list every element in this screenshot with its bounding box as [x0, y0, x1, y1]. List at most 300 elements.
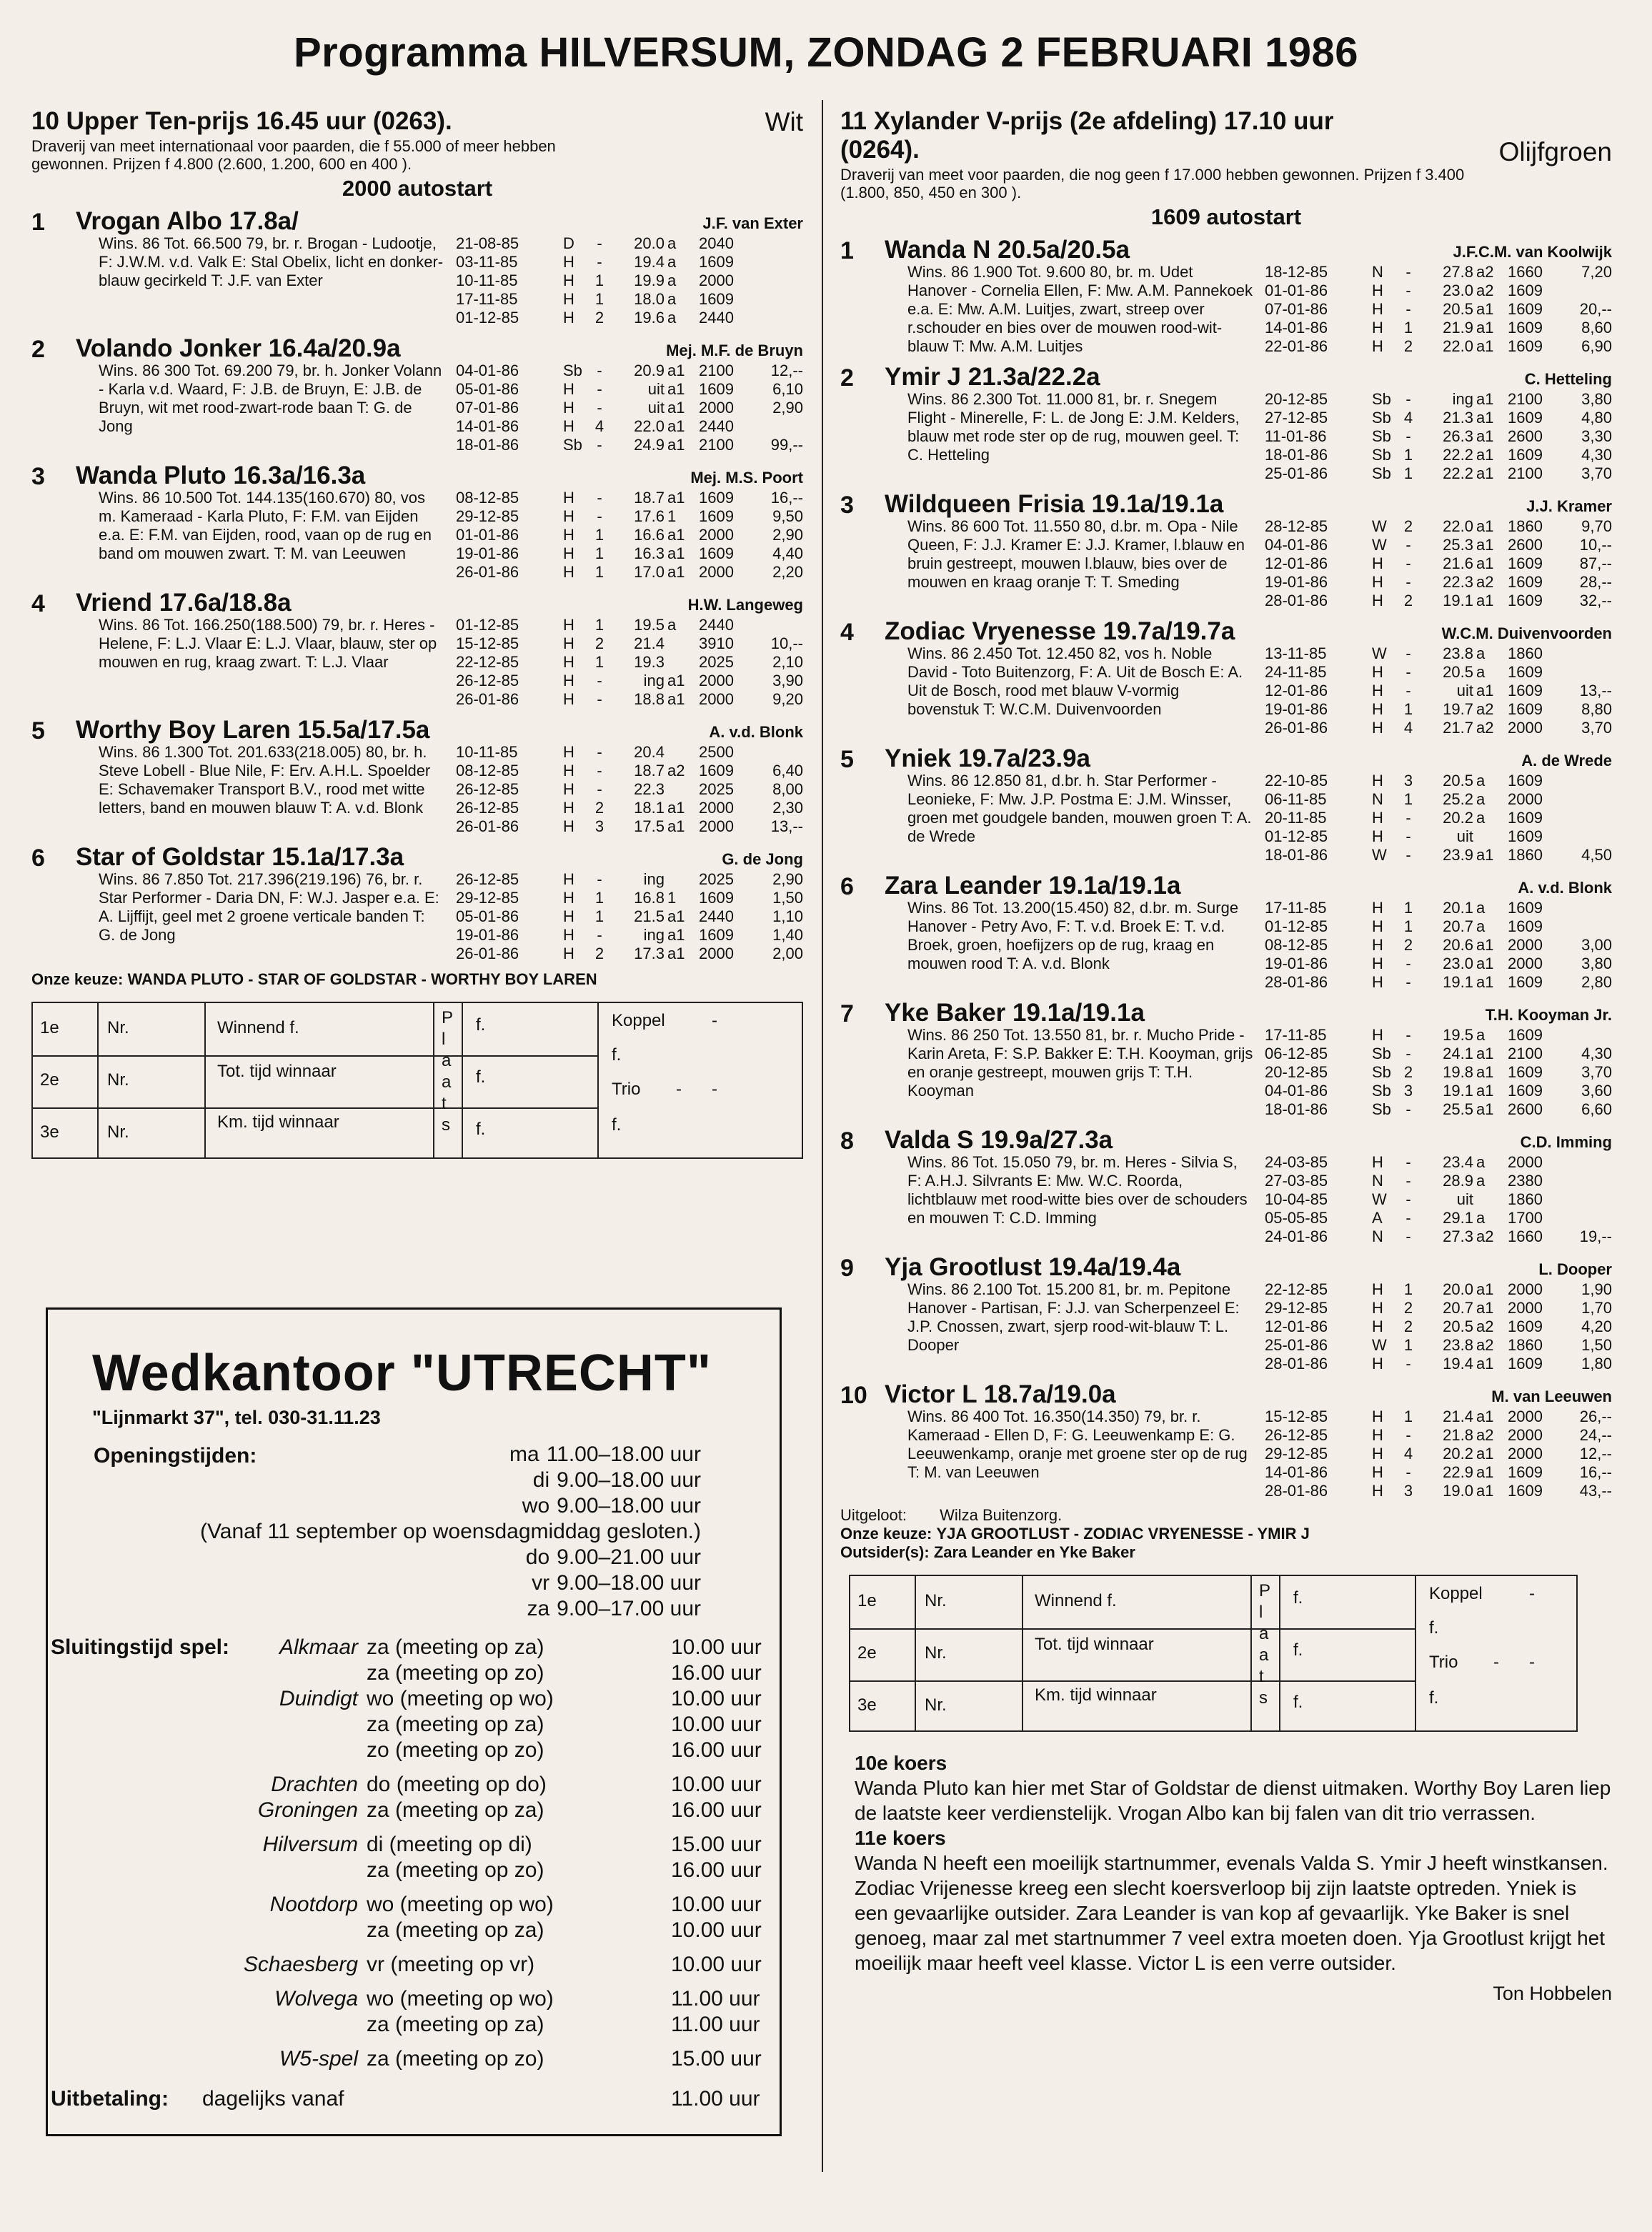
- perf-price: 3,00: [1581, 936, 1612, 954]
- perf-distance: 2100: [1508, 1045, 1543, 1062]
- meeting-day: vr (meeting op vr): [367, 1953, 535, 1976]
- perf-place: -: [1405, 1190, 1411, 1208]
- perf-distance: 2000: [699, 526, 734, 544]
- perf-time: 20.5: [1443, 663, 1473, 681]
- perf-track: N: [1372, 263, 1383, 281]
- perf-date: 27-12-85: [1265, 409, 1328, 427]
- perf-date: 28-01-86: [1265, 1355, 1328, 1372]
- perf-price: 12,--: [770, 362, 803, 379]
- perf-time: 19.9: [634, 271, 665, 289]
- perf-distance: 1609: [699, 544, 734, 562]
- horse-description: Wins. 86 1.900 Tot. 9.600 80, br. m. Udet Hanover - Cornelia Ellen, F: Mw. A.M. Pannekoek e.a. E: Mw. A.M. Luitjes, zwart, streep over r.schouder en bies over de mouwen rood-wit-blauw T: Mw. A.M. Luitjes: [907, 263, 1253, 355]
- perf-time: 17.0: [634, 563, 665, 581]
- perf-time: 19.1: [1443, 592, 1473, 609]
- perf-distance: 1609: [1508, 917, 1543, 935]
- performance-row: [456, 417, 803, 436]
- perf-distance: 1609: [1508, 772, 1543, 789]
- form-row-label: 2e: [40, 1070, 59, 1090]
- perf-track: D: [563, 234, 574, 252]
- horse-trainer: J.J. Kramer: [1526, 497, 1612, 515]
- perf-place: -: [597, 253, 602, 271]
- perf-time: 20.4: [634, 743, 665, 761]
- perf-start: a: [1476, 644, 1486, 662]
- perf-track: H: [1372, 827, 1383, 845]
- horse-description: Wins. 86 Tot. 13.200(15.450) 82, d.br. m. Surge Hanover - Petry Avo, F: T. v.d. Broek E: T. v.d. Broek, groen, hoefijzers op de rug, kraag en mouwen rood T: A. v.d. Blonk: [907, 899, 1239, 972]
- horse-number: 6: [31, 845, 45, 872]
- perf-price: 3,90: [772, 672, 803, 689]
- perf-place: -: [1405, 846, 1411, 864]
- perf-time: ing: [643, 672, 665, 689]
- perf-date: 01-12-85: [1265, 917, 1328, 935]
- perf-time: 20.2: [1443, 1445, 1473, 1463]
- perf-start: a1: [1476, 390, 1494, 408]
- perf-track: Sb: [1372, 446, 1391, 464]
- perf-start: a2: [1476, 700, 1494, 718]
- performance-row: [456, 309, 803, 327]
- day-hours: 9.00–21.00 uur: [557, 1545, 701, 1569]
- performance-row: [456, 507, 803, 526]
- perf-time: 22.2: [1443, 464, 1473, 482]
- perf-date: 26-12-85: [456, 870, 519, 888]
- performance-row: [1265, 337, 1612, 356]
- horse-body: [907, 1280, 1612, 1373]
- performance-table: [1265, 263, 1612, 356]
- perf-date: 05-01-86: [456, 907, 519, 925]
- horse-body: [907, 1153, 1612, 1246]
- comm-text-11: Wanda N heeft een moeilijk startnummer, evenals Valda S. Ymir J heeft winstkansen. Zodiac Vrijenesse kreeg een slecht koersverloop bij zijn laatste optreden. Yniek is een gevaarlijke outsider. Zara Leander is van kop af gevaarlijk. Yke Baker is snel genoeg, maar zal met startnummer 7 veel extra moeten doen. Yja Grootlust krijgt het moeilijk maar heeft veel klasse. Victor L is een verre outsider.: [855, 1852, 1608, 1974]
- perf-place: -: [1405, 573, 1411, 591]
- performance-row: [1265, 1336, 1612, 1355]
- perf-place: 2: [1403, 517, 1413, 535]
- perf-place: -: [1405, 682, 1411, 699]
- performance-row: [1265, 1463, 1612, 1482]
- horse-name: Worthy Boy Laren 15.5a/17.5a: [76, 716, 430, 744]
- perf-time: 19.4: [634, 253, 665, 271]
- perf-start: a2: [1476, 1317, 1494, 1335]
- perf-date: 26-01-86: [1265, 719, 1328, 737]
- perf-start: a2: [667, 762, 685, 779]
- track-name: Alkmaar: [279, 1635, 358, 1659]
- form-f-label: f.: [476, 1015, 486, 1035]
- perf-price: 13,--: [1579, 682, 1612, 699]
- perf-distance: 1609: [699, 253, 734, 271]
- perf-date: 06-11-85: [1265, 790, 1327, 808]
- horse-body: [907, 390, 1612, 483]
- perf-distance: 2440: [699, 417, 734, 435]
- perf-distance: 1609: [1508, 1026, 1543, 1044]
- performance-row: [1265, 390, 1612, 409]
- horse-header: [31, 206, 803, 234]
- perf-price: 16,--: [1579, 1463, 1612, 1481]
- perf-price: 32,--: [1579, 592, 1612, 609]
- perf-start: a1: [667, 907, 685, 925]
- perf-price: 19,--: [1579, 1227, 1612, 1245]
- comm-heading-10: 10e koers: [855, 1752, 947, 1774]
- perf-track: H: [563, 870, 574, 888]
- perf-distance: 2500: [699, 743, 734, 761]
- perf-start: a1: [1476, 1482, 1494, 1500]
- perf-price: 2,80: [1581, 973, 1612, 991]
- perf-distance: 2000: [699, 563, 734, 581]
- form-line: [433, 1003, 434, 1157]
- perf-place: 1: [594, 889, 604, 907]
- keuze-label: Onze keuze:: [31, 970, 124, 988]
- perf-place: -: [1405, 1227, 1411, 1245]
- perf-track: H: [1372, 282, 1383, 299]
- perf-date: 24-11-85: [1265, 663, 1327, 681]
- perf-time: 21.7: [1443, 719, 1473, 737]
- horse-trainer: A. v.d. Blonk: [1518, 879, 1612, 897]
- perf-date: 25-01-86: [1265, 464, 1328, 482]
- performance-row: [1265, 464, 1612, 483]
- perf-time: 23.4: [1443, 1153, 1473, 1171]
- performance-row: [1265, 1045, 1612, 1063]
- perf-track: N: [1372, 790, 1383, 808]
- perf-distance: 1609: [1508, 319, 1543, 337]
- closing-time: 11.00 uur: [671, 2013, 760, 2036]
- meeting-day: za (meeting op zo): [367, 1858, 544, 1882]
- perf-date: 26-01-86: [456, 563, 519, 581]
- horse-trainer: L. Dooper: [1538, 1260, 1612, 1278]
- perf-track: H: [1372, 1317, 1383, 1335]
- perf-distance: 2440: [699, 907, 734, 925]
- perf-date: 05-01-86: [456, 380, 519, 398]
- perf-place: 2: [1403, 1063, 1413, 1081]
- perf-track: Sb: [1372, 1045, 1391, 1062]
- horse-number: 1: [840, 237, 854, 264]
- horse-header: [31, 333, 803, 362]
- perf-track: H: [1372, 1280, 1383, 1298]
- performance-row: [456, 489, 803, 507]
- perf-start: a1: [1476, 846, 1494, 864]
- performance-row: [1265, 300, 1612, 319]
- perf-date: 19-01-86: [1265, 573, 1328, 591]
- perf-date: 05-05-85: [1265, 1209, 1328, 1227]
- perf-track: H: [563, 817, 574, 835]
- closing-time: 10.00 uur: [671, 1893, 762, 1916]
- perf-start: a: [1476, 1153, 1486, 1171]
- perf-place: -: [1405, 427, 1411, 445]
- form-koppel-label: Koppel: [612, 1011, 665, 1030]
- perf-date: 10-04-85: [1265, 1190, 1328, 1208]
- horse-body: [907, 263, 1612, 356]
- perf-track: W: [1372, 1190, 1387, 1208]
- performance-row: [456, 743, 803, 762]
- perf-date: 14-01-86: [456, 417, 519, 435]
- perf-distance: 1609: [699, 889, 734, 907]
- page-title: Programma HILVERSUM, ZONDAG 2 FEBRUARI 1986: [293, 29, 1359, 76]
- horse-trainer: A. v.d. Blonk: [709, 723, 803, 741]
- perf-start: a2: [1476, 263, 1494, 281]
- perf-time: 16.3: [634, 544, 665, 562]
- perf-distance: 1609: [1508, 554, 1543, 572]
- perf-date: 08-12-85: [1265, 936, 1328, 954]
- form-line: [33, 1055, 597, 1057]
- perf-distance: 1609: [1508, 446, 1543, 464]
- perf-start: a1: [1476, 464, 1494, 482]
- perf-place: 1: [1403, 1280, 1413, 1298]
- perf-price: 7,20: [1581, 263, 1612, 281]
- performance-row: [1265, 1280, 1612, 1299]
- perf-place: 1: [594, 526, 604, 544]
- meeting-day: za (meeting op za): [367, 1918, 544, 1942]
- perf-date: 17-11-85: [456, 290, 518, 308]
- performance-row: [1265, 719, 1612, 737]
- race-description: Draverij van meet voor paarden, die nog geen f 17.000 hebben gewonnen. Prijzen f 3.400 (1.800, 850, 450 en 300 ).: [840, 166, 1465, 201]
- performance-row: [1265, 263, 1612, 282]
- horse-header: [31, 714, 803, 743]
- perf-distance: 1860: [1508, 1190, 1543, 1208]
- perf-start: a2: [1476, 719, 1494, 737]
- horse-name: Volando Jonker 16.4a/20.9a: [76, 334, 401, 362]
- performance-row: [456, 762, 803, 780]
- performance-row: [1265, 1082, 1612, 1100]
- performance-row: [456, 436, 803, 454]
- horse-entry: [31, 206, 803, 327]
- perf-start: a1: [667, 362, 685, 379]
- performance-row: [456, 672, 803, 690]
- performance-table: [1265, 1026, 1612, 1119]
- horse-number: 10: [840, 1382, 867, 1409]
- perf-distance: 2000: [699, 799, 734, 817]
- horse-trainer: H.W. Langeweg: [687, 596, 803, 614]
- perf-place: 1: [594, 653, 604, 671]
- day-name: di: [532, 1468, 550, 1492]
- perf-distance: 2025: [699, 780, 734, 798]
- perf-track: H: [1372, 955, 1383, 972]
- perf-distance: 1609: [1508, 1082, 1543, 1100]
- perf-track: Sb: [1372, 1063, 1391, 1081]
- perf-start: a1: [1476, 1280, 1494, 1298]
- horse-entry: [31, 714, 803, 836]
- perf-start: a1: [667, 672, 685, 689]
- perf-distance: 2600: [1508, 1100, 1543, 1118]
- perf-time: 21.5: [634, 907, 665, 925]
- perf-time: 27.3: [1443, 1227, 1473, 1245]
- horse-number: 5: [31, 717, 45, 744]
- perf-price: 4,20: [1581, 1317, 1612, 1335]
- perf-place: -: [1405, 1153, 1411, 1171]
- closing-note: (Vanaf 11 september op woensdagmiddag gesloten.): [199, 1520, 701, 1543]
- perf-track: H: [563, 526, 574, 544]
- perf-track: H: [1372, 1408, 1383, 1425]
- horse-description: Wins. 86 2.450 Tot. 12.450 82, vos h. Noble David - Toto Buitenzorg, F: A. Uit de Bosch E: A. Uit de Bosch, rood met blauw V-vormig bovenstuk T: W.C.M. Duivenvoorden: [907, 644, 1243, 718]
- horse-body: [99, 362, 803, 454]
- perf-track: H: [1372, 772, 1383, 789]
- perf-start: a1: [1476, 1063, 1494, 1081]
- perf-distance: 1609: [1508, 827, 1543, 845]
- perf-track: Sb: [1372, 390, 1391, 408]
- perf-place: -: [1405, 282, 1411, 299]
- meeting-day: za (meeting op za): [367, 1713, 544, 1736]
- perf-track: Sb: [1372, 1082, 1391, 1100]
- performance-table: [1265, 772, 1612, 865]
- perf-place: -: [1405, 973, 1411, 991]
- horse-entry: [840, 489, 1612, 610]
- perf-distance: 2000: [1508, 1445, 1543, 1463]
- meeting-day: za (meeting op zo): [367, 1661, 544, 1685]
- closing-time: 10.00 uur: [671, 1918, 762, 1942]
- form-line: [915, 1576, 916, 1730]
- perf-distance: 1860: [1508, 846, 1543, 864]
- perf-distance: 2600: [1508, 536, 1543, 554]
- perf-time: 23.0: [1443, 282, 1473, 299]
- perf-place: -: [597, 926, 602, 944]
- perf-price: 2,10: [772, 653, 803, 671]
- perf-date: 01-01-86: [456, 526, 519, 544]
- horse-name: Yniek 19.7a/23.9a: [885, 744, 1090, 772]
- perf-distance: 1609: [1508, 1063, 1543, 1081]
- perf-start: a1: [1476, 682, 1494, 699]
- horse-body: [99, 870, 803, 963]
- perf-price: 99,--: [770, 436, 803, 454]
- performance-row: [1265, 517, 1612, 536]
- performance-row: [456, 889, 803, 907]
- perf-start: a1: [1476, 536, 1494, 554]
- perf-track: H: [563, 907, 574, 925]
- performance-row: [456, 544, 803, 563]
- perf-place: -: [597, 380, 602, 398]
- perf-place: -: [1405, 1463, 1411, 1481]
- perf-time: 19.7: [1443, 700, 1473, 718]
- perf-price: 20,--: [1579, 300, 1612, 318]
- perf-time: 18.7: [634, 489, 665, 507]
- perf-start: 1: [667, 507, 677, 525]
- meeting-day: za (meeting op za): [367, 2013, 544, 2036]
- horse-number: 7: [840, 1000, 854, 1027]
- horse-description: Wins. 86 10.500 Tot. 144.135(160.670) 80, vos m. Kameraad - Karla Pluto, F: F.M. van Eijden e.a. E: F.M. van Eijden, rood, vaan op de rug en band om mouwen zwart. T: M. van Leeuwen: [99, 489, 432, 562]
- perf-date: 28-01-86: [1265, 973, 1328, 991]
- form-f-label: f.: [612, 1045, 622, 1065]
- perf-start: a1: [667, 544, 685, 562]
- horse-trainer: J.F. van Exter: [702, 214, 803, 232]
- perf-distance: 1609: [699, 380, 734, 398]
- perf-date: 20-11-85: [1265, 809, 1327, 827]
- perf-start: a: [1476, 809, 1486, 827]
- perf-start: a: [1476, 772, 1486, 789]
- performance-row: [1265, 917, 1612, 936]
- perf-track: H: [563, 253, 574, 271]
- horse-number: 1: [31, 209, 45, 236]
- perf-price: 3,70: [1581, 1063, 1612, 1081]
- race-distance: 1609 autostart: [1150, 204, 1302, 229]
- horse-description: Wins. 86 12.850 81, d.br. h. Star Performer - Leonieke, F: Mw. J.P. Postma E: J.M. Winsser, groen met goudgele banden, mouwen groen T: A. de Wrede: [907, 772, 1252, 845]
- closing-time: 15.00 uur: [671, 1833, 762, 1856]
- perf-distance: 1660: [1508, 263, 1543, 281]
- horse-description: Wins. 86 300 Tot. 69.200 79, br. h. Jonker Volann - Karla v.d. Waard, F: J.B. de Bruyn, E: J.B. de Bruyn, wit met rood-zwart-rode baan T: G. de Jong: [99, 362, 442, 435]
- perf-price: 3,80: [1581, 390, 1612, 408]
- perf-time: 26.3: [1443, 427, 1473, 445]
- perf-track: N: [1372, 1172, 1383, 1190]
- horse-trainer: T.H. Kooyman Jr.: [1485, 1006, 1612, 1024]
- day-name: wo: [522, 1494, 550, 1518]
- perf-date: 28-01-86: [1265, 592, 1328, 609]
- perf-track: H: [563, 544, 574, 562]
- meeting-day: za (meeting op za): [367, 1798, 544, 1822]
- perf-date: 22-12-85: [1265, 1280, 1328, 1298]
- perf-track: H: [1372, 319, 1383, 337]
- keuze-label: Onze keuze:: [840, 1525, 932, 1543]
- perf-place: 2: [594, 799, 604, 817]
- horse-trainer: W.C.M. Duivenvoorden: [1441, 624, 1612, 642]
- keuze-text: YJA GROOTLUST - ZODIAC VRYENESSE - YMIR J: [936, 1525, 1310, 1543]
- perf-time: 19.8: [1443, 1063, 1473, 1081]
- perf-date: 18-01-86: [1265, 446, 1328, 464]
- perf-place: 1: [1403, 464, 1413, 482]
- perf-distance: 1609: [1508, 573, 1543, 591]
- perf-place: -: [1405, 300, 1411, 318]
- performance-table: [456, 870, 803, 963]
- perf-track: H: [563, 672, 574, 689]
- perf-track: H: [563, 271, 574, 289]
- form-dash: -: [712, 1080, 717, 1099]
- perf-price: 26,--: [1579, 1408, 1612, 1425]
- perf-track: H: [563, 889, 574, 907]
- perf-start: a1: [1476, 319, 1494, 337]
- perf-time: uit: [647, 380, 665, 398]
- perf-distance: 1609: [1508, 282, 1543, 299]
- perf-start: a2: [1476, 282, 1494, 299]
- perf-place: 1: [594, 907, 604, 925]
- perf-distance: 2000: [1508, 790, 1543, 808]
- result-form: [849, 1575, 1578, 1732]
- form-line: [1279, 1576, 1280, 1730]
- perf-time: 21.8: [1443, 1426, 1473, 1444]
- perf-date: 03-11-85: [456, 253, 518, 271]
- perf-time: 23.8: [1443, 644, 1473, 662]
- performance-row: [1265, 282, 1612, 300]
- perf-track: H: [563, 690, 574, 708]
- perf-time: 21.4: [1443, 1408, 1473, 1425]
- wedkantoor-advert: [46, 1307, 782, 2136]
- perf-distance: 1609: [1508, 663, 1543, 681]
- performance-row: [456, 907, 803, 926]
- perf-place: -: [1405, 1209, 1411, 1227]
- horse-description: Wins. 86 600 Tot. 11.550 80, d.br. m. Opa - Nile Queen, F: J.J. Kramer E: J.J. Kramer, l.blauw en bruin gestreept, mouwen l.blauw, bies over de mouwen en kraag oranje T: T. Smeding: [907, 517, 1245, 591]
- performance-row: [1265, 1026, 1612, 1045]
- perf-time: ing: [643, 926, 665, 944]
- race-title: 10 Upper Ten-prijs 16.45 uur (0263).: [31, 107, 452, 135]
- perf-time: 20.0: [634, 234, 665, 252]
- form-line: [1022, 1576, 1023, 1730]
- race-title: 11 Xylander V-prijs (2e afdeling) 17.10 uur (0264).: [840, 107, 1334, 164]
- performance-table: [1265, 1408, 1612, 1500]
- perf-start: a: [1476, 1172, 1486, 1190]
- perf-date: 25-01-86: [1265, 1336, 1328, 1354]
- perf-place: 2: [1403, 592, 1413, 609]
- perf-date: 28-01-86: [1265, 1482, 1328, 1500]
- perf-track: H: [1372, 1153, 1383, 1171]
- horse-name: Vrogan Albo 17.8a/: [76, 207, 299, 235]
- perf-place: 1: [1403, 899, 1413, 917]
- perf-date: 18-01-86: [1265, 1100, 1328, 1118]
- perf-place: -: [1405, 1355, 1411, 1372]
- perf-start: a1: [1476, 592, 1494, 609]
- perf-date: 04-01-86: [456, 362, 519, 379]
- perf-start: a1: [1476, 409, 1494, 427]
- performance-row: [1265, 446, 1612, 464]
- performance-row: [1265, 955, 1612, 973]
- perf-place: 4: [1403, 409, 1413, 427]
- perf-distance: 2000: [1508, 1408, 1543, 1425]
- perf-date: 04-01-86: [1265, 1082, 1328, 1100]
- perf-distance: 1609: [1508, 300, 1543, 318]
- perf-time: 24.1: [1443, 1045, 1473, 1062]
- opening-day: [458, 1545, 701, 1570]
- perf-price: 6,40: [772, 762, 803, 779]
- performance-row: [456, 290, 803, 309]
- perf-place: 2: [594, 945, 604, 962]
